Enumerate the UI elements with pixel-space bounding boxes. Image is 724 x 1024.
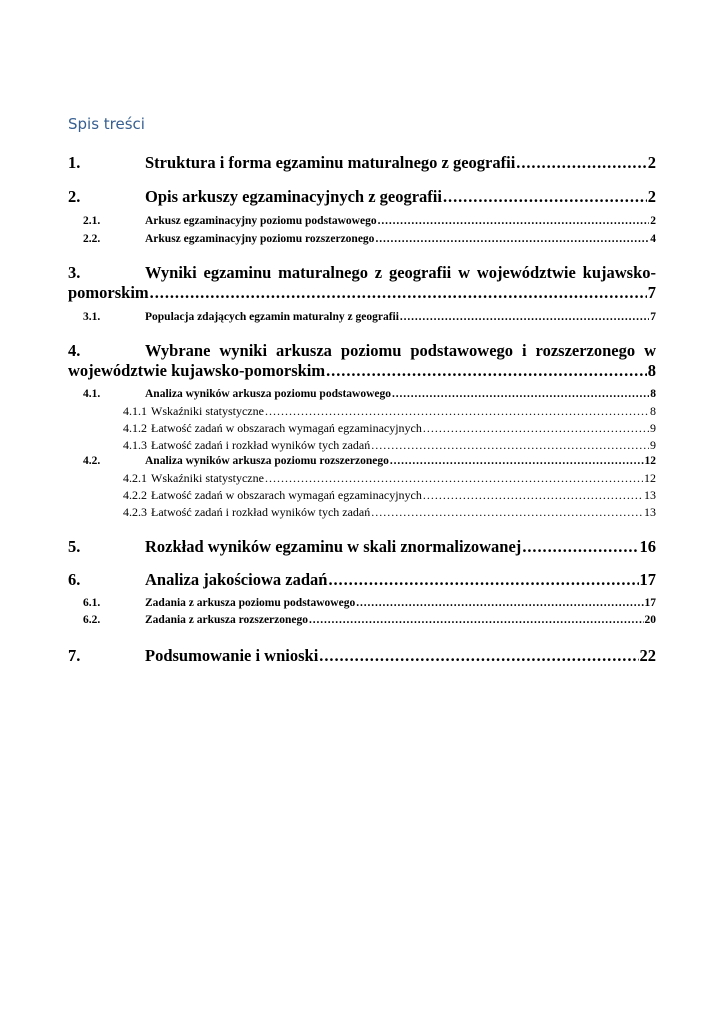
toc-text-line2: pomorskim [68,283,149,302]
toc-leader [423,488,643,503]
toc-text: Analiza wyników arkusza poziomu podstawowego [145,388,391,400]
toc-page-number: 8 [650,404,656,418]
toc-page-number: 13 [644,488,656,502]
toc-text: Łatwość zadań i rozkład wyników tych zadań [151,438,371,452]
toc-leader [356,597,643,609]
toc-page-number: 2 [647,153,656,172]
toc-text: Arkusz egzaminacyjny poziomu podstawowego [145,215,377,227]
toc-leader [328,570,638,590]
toc-entry-6-1[interactable] [68,597,656,609]
toc-page-number: 8 [650,388,656,400]
toc-page-number: 17 [639,570,656,589]
toc-leader [265,404,649,419]
toc-leader [371,438,649,453]
toc-entry-4-1[interactable] [68,388,656,400]
toc-number: 3.1. [83,311,101,323]
toc-leader [371,505,643,520]
toc-entry-4-1-2[interactable] [68,421,656,436]
toc-leader [150,283,647,303]
toc-page-number: 7 [647,283,656,302]
toc-entry-4-2-3[interactable] [68,505,656,520]
toc-entry-2-1[interactable] [68,215,656,227]
toc-number: 4.1.2 [123,421,147,435]
toc-leader [423,421,649,436]
toc-text: Opis arkuszy egzaminacyjnych z geografii [145,187,442,206]
toc-text: Łatwość zadań i rozkład wyników tych zadań [151,505,371,519]
toc-entry-3[interactable] [68,263,656,303]
toc-entry-6-2[interactable] [68,614,656,626]
toc-page-number: 12 [644,455,656,467]
toc-page-number: 16 [639,537,656,556]
toc-text: Struktura i forma egzaminu maturalnego z geografii [145,153,516,172]
toc-entry-4[interactable] [68,341,656,381]
toc-text: Analiza wyników arkusza poziomu rozszerzonego [145,455,389,467]
toc-title: Spis treści [68,115,145,133]
toc-leader [516,153,646,173]
toc-leader [378,215,650,227]
toc-page-number: 22 [639,646,656,665]
toc-text: Wskaźniki statystyczne [151,471,264,485]
toc-page-number: 2 [647,187,656,206]
toc-entry-4-2[interactable] [68,455,656,467]
toc-text: Łatwość zadań w obszarach wymagań egzaminacyjnych [151,488,422,502]
toc-page-number: 9 [650,421,656,435]
toc-page-number: 13 [644,505,656,519]
toc-entry-4-1-3[interactable] [68,438,656,453]
toc-number: 1. [68,153,81,172]
toc-text: Rozkład wyników egzaminu w skali znormalizowanej [145,537,522,556]
toc-page-number: 4 [650,233,656,245]
toc-number: 4.1. [83,388,101,400]
toc-page-number: 7 [650,311,656,323]
toc-entry-4-1-1[interactable] [68,404,656,419]
toc-number: 4.1.1 [123,404,147,418]
toc-leader [265,471,643,486]
toc-number: 6.1. [83,597,101,609]
toc-leader [522,537,638,557]
toc-number: 2. [68,187,81,206]
toc-text: Zadania z arkusza rozszerzonego [145,614,309,626]
toc-page-number: 20 [644,614,656,626]
toc-entry-5[interactable] [68,537,656,557]
toc-text: Analiza jakościowa zadań [145,570,328,589]
toc-entry-2[interactable] [68,187,656,207]
toc-number: 6. [68,570,81,589]
toc-leader [390,455,644,467]
toc-number: 2.2. [83,233,101,245]
toc-number: 5. [68,537,81,556]
toc-page-number: 9 [650,438,656,452]
toc-text-line2: województwie kujawsko-pomorskim [68,361,326,380]
toc-text: Podsumowanie i wnioski [145,646,319,665]
toc-number: 3. [68,263,81,282]
toc-leader [400,311,649,323]
toc-number: 7. [68,646,81,665]
toc-number: 4.2.1 [123,471,147,485]
toc-page-number: 8 [647,361,656,380]
toc-entry-7[interactable] [68,646,656,666]
toc-number: 4.2. [83,455,101,467]
toc-text-line1: Wybrane wyniki arkusza poziomu podstawowego i rozszerzonego w [145,341,656,360]
toc-entry-3-1[interactable] [68,311,656,323]
toc-entry-1[interactable] [68,153,656,173]
toc-number: 4.1.3 [123,438,147,452]
toc-number: 6.2. [83,614,101,626]
toc-entry-4-2-1[interactable] [68,471,656,486]
toc-entry-6[interactable] [68,570,656,590]
toc-leader [309,614,643,626]
toc-entry-2-2[interactable] [68,233,656,245]
toc-page-number: 17 [644,597,656,609]
toc-entry-4-2-2[interactable] [68,488,656,503]
toc-leader [326,361,647,381]
toc-leader [392,388,649,400]
toc-text-line1: Wyniki egzaminu maturalnego z geografii w województwie kujawsko- [145,263,656,282]
toc-page-number: 2 [650,215,656,227]
toc-leader [375,233,649,245]
toc-text: Zadania z arkusza poziomu podstawowego [145,597,356,609]
toc-number: 4.2.2 [123,488,147,502]
toc-text: Arkusz egzaminacyjny poziomu rozszerzonego [145,233,375,245]
toc-text: Wskaźniki statystyczne [151,404,264,418]
toc-text: Populacja zdających egzamin maturalny z geografii [145,311,399,323]
toc-leader [319,646,638,666]
toc-leader [443,187,647,207]
toc-number: 4. [68,341,81,360]
toc-text: Łatwość zadań w obszarach wymagań egzaminacyjnych [151,421,422,435]
toc-page-number: 12 [644,471,656,485]
toc-number: 4.2.3 [123,505,147,519]
toc-number: 2.1. [83,215,101,227]
